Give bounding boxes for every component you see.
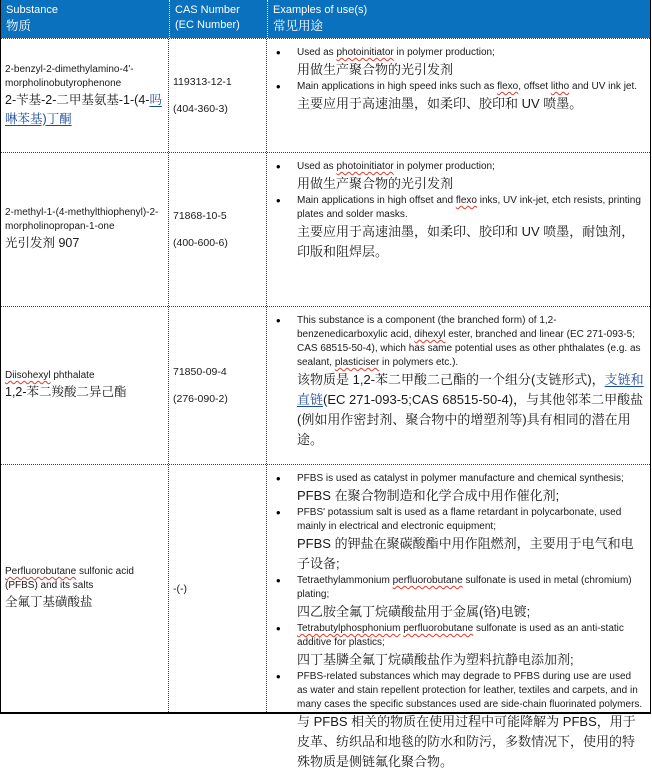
use-item xyxy=(267,506,644,574)
substance-name-en: 2-methyl-1-(4-methylthiophenyl)-2-morpholinopropan-1-one xyxy=(5,207,159,232)
table-row xyxy=(1,152,650,306)
uses-cell xyxy=(267,307,650,464)
substance-name-zh: 2-苄基-2-二甲基氨基-1-(4-吗啉苯基)丁酮 xyxy=(5,92,162,126)
use-text-zh: 该物质是 1,2-苯二甲酸二己酯的一个组分(支链形式)，支链和直链(EC 271-093-5;CAS 68515-50-4)，与其他邻苯二甲酸盐(例如用作密封剂、聚合物中的增塑剂等)具有相同的潜在用途。 xyxy=(297,372,644,447)
use-text-zh: PFBS 在聚合物制造和化学合成中用作催化剂; xyxy=(297,488,560,503)
header-cell-cas-number xyxy=(169,0,267,38)
use-text-zh: 四丁基膦全氟丁烷磺酸盐作为塑料抗静电添加剂; xyxy=(297,652,574,667)
use-item xyxy=(267,472,644,506)
table-row xyxy=(1,306,650,464)
header-ec-en: (EC Number) xyxy=(175,19,240,31)
substance-name-zh: 1,2-苯二羧酸二异己酯 xyxy=(5,385,127,399)
cas-cell xyxy=(169,307,267,464)
use-text-zh: 主要应用于高速油墨，如柔印、胶印和 UV 喷墨，耐蚀剂，印版和阻焊层。 xyxy=(297,224,635,259)
substance-cell xyxy=(1,39,169,152)
header-cell-substance xyxy=(1,0,169,38)
cas-number: 119313-12-1 xyxy=(173,76,232,88)
table-row xyxy=(1,38,650,152)
use-item xyxy=(267,160,644,194)
table-row xyxy=(1,464,650,769)
cas-number: 71850-09-4 xyxy=(173,366,227,378)
use-text-en: • Main applications in high offset and flexo inks, UV ink-jet, etch resists, printing plates and solder masks. xyxy=(297,195,641,220)
header-uses-en: Examples of use(s) xyxy=(273,4,368,16)
header-cas-en: CAS Number xyxy=(175,4,240,16)
header-cell-uses xyxy=(267,0,650,38)
use-text-en: • Tetraethylammonium perfluorobutane sulfonate is used in metal (chromium) plating; xyxy=(297,575,632,600)
cas-cell xyxy=(169,153,267,306)
use-text-zh: 与 PFBS 相关的物质在使用过程中可能降解为 PFBS，用于皮革、纺织品和地毯的防水和防污，多数情况下，使用的特殊物质是侧链氟化聚合物。 xyxy=(297,714,636,769)
use-text-en: • Used as photoinitiator in polymer production; xyxy=(297,47,495,58)
use-text-zh: PFBS 的钾盐在聚碳酸酯中用作阻燃剂，主要用于电气和电子设备; xyxy=(297,536,634,571)
substance-name-en: Perfluorobutane sulfonic acid (PFBS) and its salts xyxy=(5,566,134,591)
uses-list xyxy=(267,46,644,114)
uses-cell xyxy=(267,39,650,152)
ec-number: (276-090-2) xyxy=(173,393,228,405)
use-item xyxy=(267,574,644,622)
substance-name-zh: 全氟丁基磺酸盐 xyxy=(5,595,93,609)
use-text-en: • PFBS-related substances which may degrade to PFBS during use are used as water and stain repellent protection for leather, textiles and carpets, and in many cases the specific substances used are side-chain fluorinated polymers. xyxy=(297,671,643,710)
use-item xyxy=(267,670,644,772)
uses-list xyxy=(267,314,644,450)
use-text-en: • This substance is a component (the branched form) of 1,2-benzenedicarboxylic acid, dihexyl ester, branched and linear (EC 271-093-5; CAS 68515-50-4), which has same potential uses as other phthalates (e.g. as sealant, plasticiser in polymers etc.). xyxy=(297,315,641,368)
use-item xyxy=(267,622,644,670)
use-text-en: • PFBS' potassium salt is used as a flame retardant in polycarbonate, used mainly in electrical and electronic equipment; xyxy=(297,507,622,532)
header-uses-zh: 常见用途 xyxy=(273,19,324,33)
use-text-zh: 用做生产聚合物的光引发剂 xyxy=(297,176,454,191)
use-text-zh: 主要应用于高速油墨，如柔印、胶印和 UV 喷墨。 xyxy=(297,96,583,111)
use-text-en: • Tetrabutylphosphonium perfluorobutane sulfonate is used as an anti-static additive for plastics; xyxy=(297,623,624,648)
header-substance-en: Substance xyxy=(6,4,58,16)
table-header-row xyxy=(1,0,650,38)
cas-number: -(-) xyxy=(173,582,187,595)
uses-cell xyxy=(267,153,650,306)
substance-name-en: Diisohexyl phthalate xyxy=(5,370,95,381)
substance-cell xyxy=(1,465,169,712)
substance-cell xyxy=(1,153,169,306)
uses-list xyxy=(267,472,644,772)
substance-cell xyxy=(1,307,169,464)
use-text-en: • Main applications in high speed inks such as flexo, offset litho and UV ink jet. xyxy=(297,81,638,92)
cas-cell xyxy=(169,465,267,712)
header-substance-zh: 物质 xyxy=(6,19,32,33)
ec-number: (400-600-6) xyxy=(173,237,228,249)
substance-name-en: 2-benzyl-2-dimethylamino-4'-morpholinobutyrophenone xyxy=(5,63,134,89)
use-item xyxy=(267,194,644,262)
use-text-en: • Used as photoinitiator in polymer production; xyxy=(297,161,495,172)
use-text-zh: 四乙胺全氟丁烷磺酸盐用于金属(铬)电镀; xyxy=(297,604,531,619)
use-text-en: • PFBS is used as catalyst in polymer manufacture and chemical synthesis; xyxy=(297,473,624,484)
uses-cell xyxy=(267,465,650,769)
table-body xyxy=(1,38,650,769)
cas-number: 71868-10-5 xyxy=(173,210,227,222)
use-item xyxy=(267,80,644,114)
substance-name-zh: 光引发剂 907 xyxy=(5,236,80,250)
use-item xyxy=(267,314,644,450)
ec-number: (404-360-3) xyxy=(173,103,228,115)
use-item xyxy=(267,46,644,80)
use-text-zh: 用做生产聚合物的光引发剂 xyxy=(297,62,454,77)
uses-list xyxy=(267,160,644,262)
cas-cell xyxy=(169,39,267,152)
